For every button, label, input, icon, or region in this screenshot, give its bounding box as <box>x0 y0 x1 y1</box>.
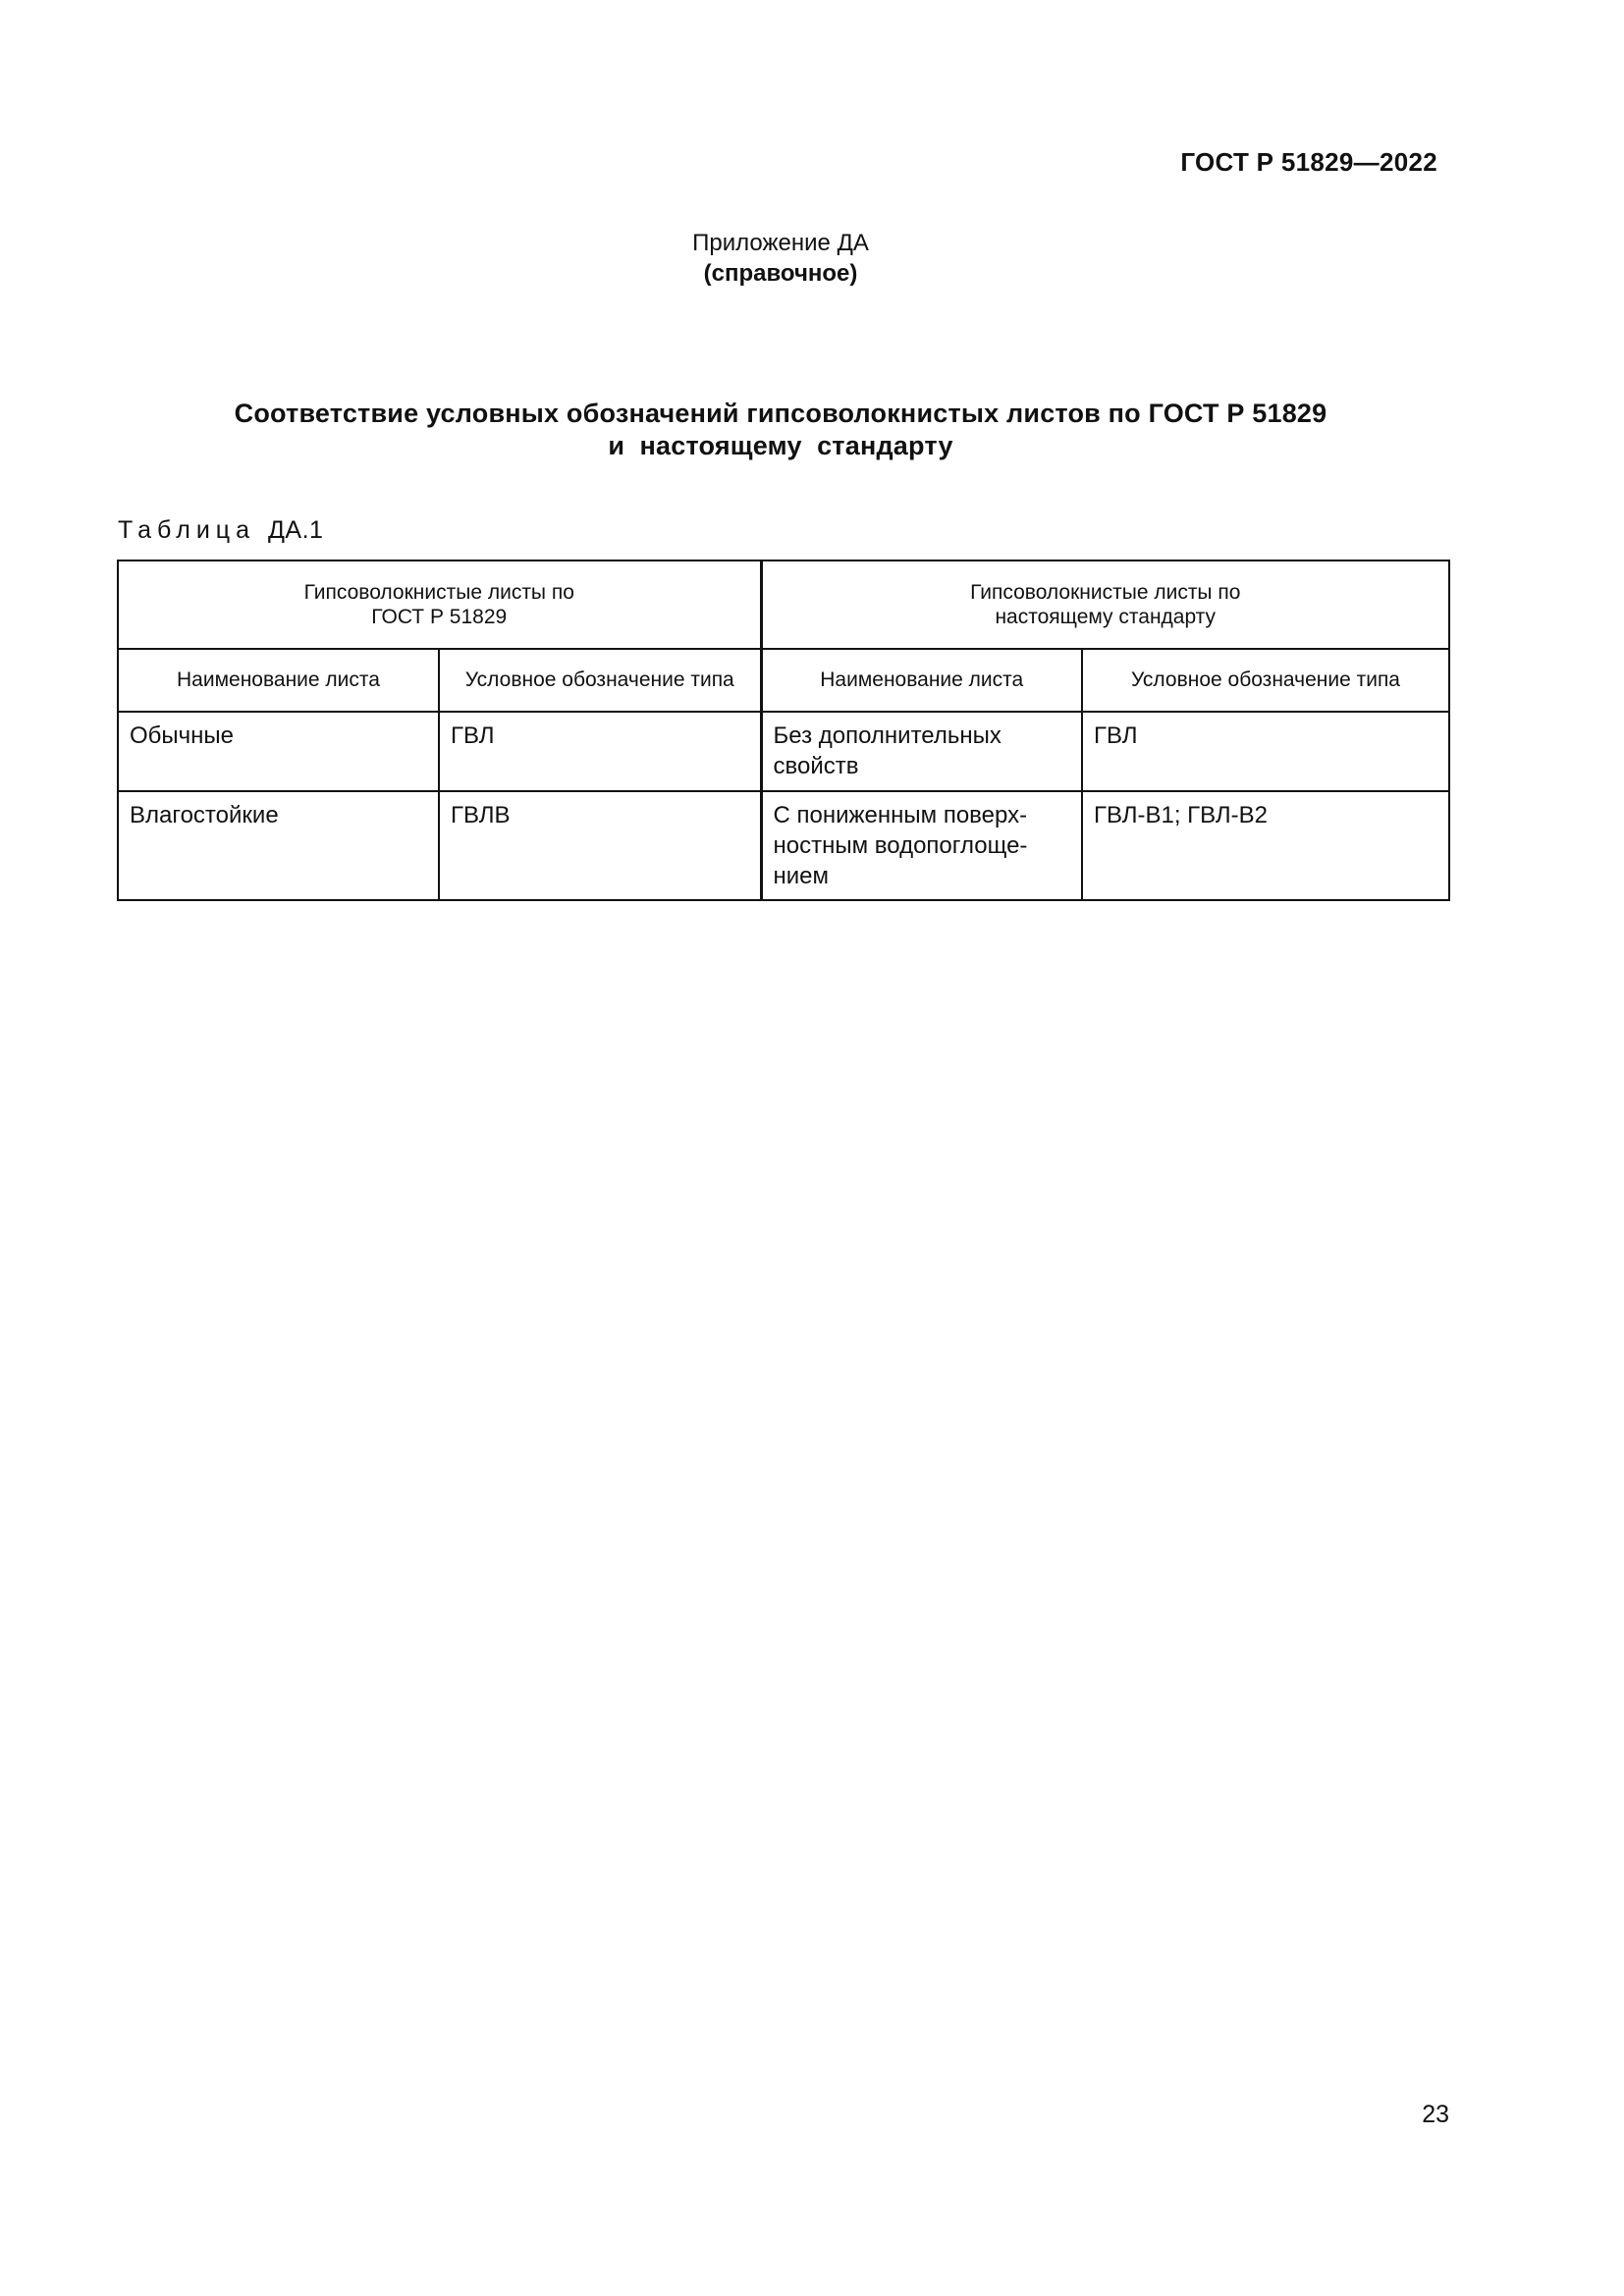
column-header-sheet-name: Наименование листа <box>118 649 439 712</box>
table-cell: ГВЛВ <box>439 791 761 900</box>
table-row <box>118 791 1449 900</box>
table-caption <box>118 516 323 545</box>
table-caption-number: ДА.1 <box>267 516 324 544</box>
correspondence-table <box>117 560 1450 901</box>
document-code: ГОСТ Р 51829—2022 <box>1180 147 1437 177</box>
column-header-row <box>118 649 1449 712</box>
table-caption-word: Таблица <box>118 516 256 544</box>
group-header-row <box>118 561 1449 649</box>
section-title <box>0 398 1561 462</box>
page-number: 23 <box>1422 2101 1449 2128</box>
group-header-label: Гипсоволокнистые листы по настоящему стандарту <box>970 581 1241 628</box>
appendix-heading <box>0 228 1561 289</box>
table-cell: ГВЛ-В1; ГВЛ-В2 <box>1082 791 1449 900</box>
appendix-kind: (справочное) <box>703 260 858 287</box>
table-cell: ГВЛ <box>1082 712 1449 791</box>
column-header-sheet-name: Наименование листа <box>761 649 1082 712</box>
table-cell: С пониженным поверх- ностным водопоглоще- нием <box>761 791 1082 900</box>
group-header-gost-51829 <box>118 561 761 649</box>
section-title-line-2: и настоящему стандарту <box>608 431 953 460</box>
group-header-this-standard <box>761 561 1449 649</box>
table-cell: ГВЛ <box>439 712 761 791</box>
table-cell: Без дополнительных свойств <box>761 712 1082 791</box>
table-cell: Обычные <box>118 712 439 791</box>
column-header-type-designation: Условное обозначение типа <box>1082 649 1449 712</box>
appendix-label: Приложение ДА <box>692 230 869 256</box>
table-cell: Влагостойкие <box>118 791 439 900</box>
group-header-label: Гипсоволокнистые листы по ГОСТ Р 51829 <box>303 581 574 628</box>
table-row <box>118 712 1449 791</box>
section-title-line-1: Соответствие условных обозначений гипсоволокнистых листов по ГОСТ Р 51829 <box>234 399 1327 428</box>
column-header-type-designation: Условное обозначение типа <box>439 649 761 712</box>
